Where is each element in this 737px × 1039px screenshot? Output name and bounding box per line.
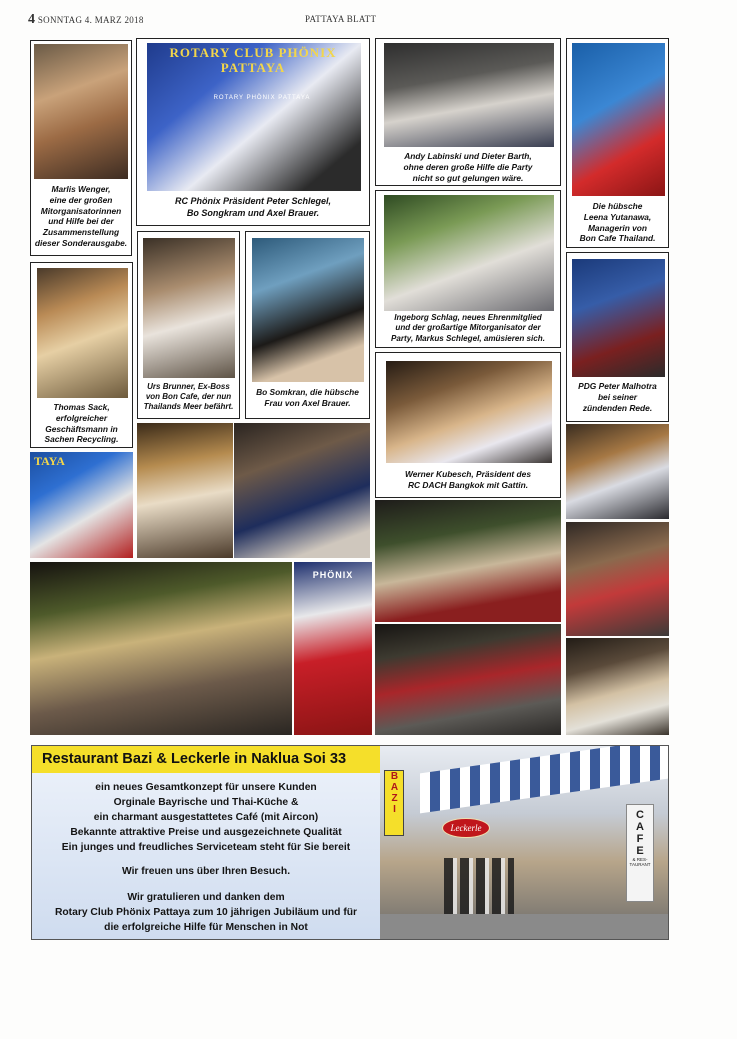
- sidewalk: [380, 914, 668, 939]
- photo-bo: [252, 238, 364, 382]
- ad-text-panel: [32, 746, 380, 939]
- caption-praesident: RC Phönix Präsident Peter Schlegel, Bo Songkram und Axel Brauer.: [174, 196, 332, 218]
- ad-title: Restaurant Bazi & Leckerle in Naklua Soi 33: [32, 746, 380, 773]
- ad-welcome: Wir freuen uns über Ihren Besuch.: [121, 866, 291, 877]
- ad-line-2: Orginale Bayrische und Thai-Küche &: [113, 797, 299, 808]
- photo-waitresses: [566, 638, 669, 735]
- photo-frame-bo: [245, 231, 370, 419]
- photo-couple-table: [566, 522, 669, 636]
- photo-lady-white-dress: [137, 423, 233, 558]
- ad-line-1: ein neues Gesamtkonzept für unsere Kunden: [95, 782, 317, 793]
- banner-text-taya: TAYA: [34, 454, 65, 468]
- publication-name: PATTAYA BLATT: [305, 14, 377, 24]
- banner-text-phoenix: PHÖNIX: [312, 570, 354, 580]
- restaurant-advertisement: [31, 745, 669, 940]
- ad-line-3: ein charmant ausgestattetes Café (mit Aircon): [93, 812, 319, 823]
- caption-thomas: Thomas Sack, erfolgreicher Geschäftsmann in Sachen Recycling.: [44, 402, 119, 445]
- ad-congrats-3: die erfolgreiche Hilfe für Menschen in Not: [104, 922, 308, 933]
- caption-ingeborg: Ingeborg Schlag, neues Ehrenmitglied und der großartige Mitorganisator der Party, Markus Schlegel, amüsieren sich.: [391, 313, 545, 343]
- photo-dance-band: [375, 500, 561, 622]
- ad-congrats-2: Rotary Club Phönix Pattaya zum 10 jährigen Jubiläum und für: [54, 907, 358, 918]
- photo-frame-urs: [137, 231, 240, 419]
- ad-line-5: Ein junges und freudliches Serviceteam steht für Sie bereit: [61, 842, 351, 853]
- photo-marlis: [34, 44, 128, 179]
- ad-restaurant-photo: [380, 746, 668, 939]
- photo-leena: [572, 43, 665, 196]
- page-header: [28, 12, 144, 28]
- caption-urs: Urs Brunner, Ex-Boss von Bon Cafe, der nun Thailands Meer befährt.: [143, 382, 234, 412]
- caption-bo: Bo Somkran, die hübsche Frau von Axel Brauer.: [256, 387, 359, 408]
- photo-frame-marlis: [30, 40, 132, 256]
- photo-frame-thomas: [30, 262, 133, 448]
- caption-werner: Werner Kubesch, Präsident des RC DACH Bangkok mit Gattin.: [405, 469, 531, 490]
- sign-cafe: CAFE & RES-TAURANT: [626, 804, 654, 902]
- rotary-sub-text: ROTARY PHÖNIX PATTAYA: [213, 95, 311, 101]
- photo-urs: [143, 238, 235, 378]
- photo-frame-leena: [566, 38, 669, 248]
- photo-seated-guests: [234, 423, 370, 558]
- photo-praesident: [147, 43, 361, 191]
- photo-thomas: [37, 268, 128, 398]
- ad-line-4: Bekannte attraktive Preise und ausgezeichnete Qualität: [70, 827, 342, 838]
- photo-andy: [384, 43, 554, 147]
- photo-frame-ingeborg: [375, 190, 561, 348]
- photo-dancefloor: [30, 562, 292, 735]
- caption-leena: Die hübsche Leena Yutanawa, Managerin von Bon Cafe Thailand.: [579, 201, 656, 244]
- rotary-banner-text: ROTARY CLUB PHÖNIX PATTAYA: [169, 45, 337, 75]
- photo-frame-praesident: [136, 38, 370, 226]
- issue-date: SONNTAG 4. MARZ 2018: [37, 15, 144, 25]
- photo-werner: [386, 361, 552, 463]
- caption-andy: Andy Labinski und Dieter Barth, ohne deren große Hilfe die Party nicht so gut gelungen wäre.: [403, 151, 533, 183]
- photo-ladies-table: [566, 424, 669, 519]
- caption-marlis: Marlis Wenger, eine der großen Mitorganisatorinnen und Hilfe bei der Zusammenstellung dieser Sonderausgabe.: [34, 184, 128, 248]
- page-number: 4: [28, 12, 36, 27]
- photo-ladies-group: [375, 624, 561, 735]
- ad-congrats-1: Wir gratulieren und danken dem: [127, 892, 285, 903]
- photo-banner-man: [30, 452, 133, 558]
- photo-pdg: [572, 259, 665, 377]
- photo-frame-andy: [375, 38, 561, 186]
- photo-frame-werner: [375, 352, 561, 498]
- photo-frame-pdg: [566, 252, 669, 422]
- photo-ingeborg: [384, 195, 554, 311]
- photo-lady-red-dress: [294, 562, 372, 735]
- sign-leckerle: Leckerle: [442, 818, 490, 838]
- sign-bazi: BAZI: [384, 770, 404, 836]
- caption-pdg: PDG Peter Malhotra bei seiner zündenden Rede.: [578, 381, 657, 413]
